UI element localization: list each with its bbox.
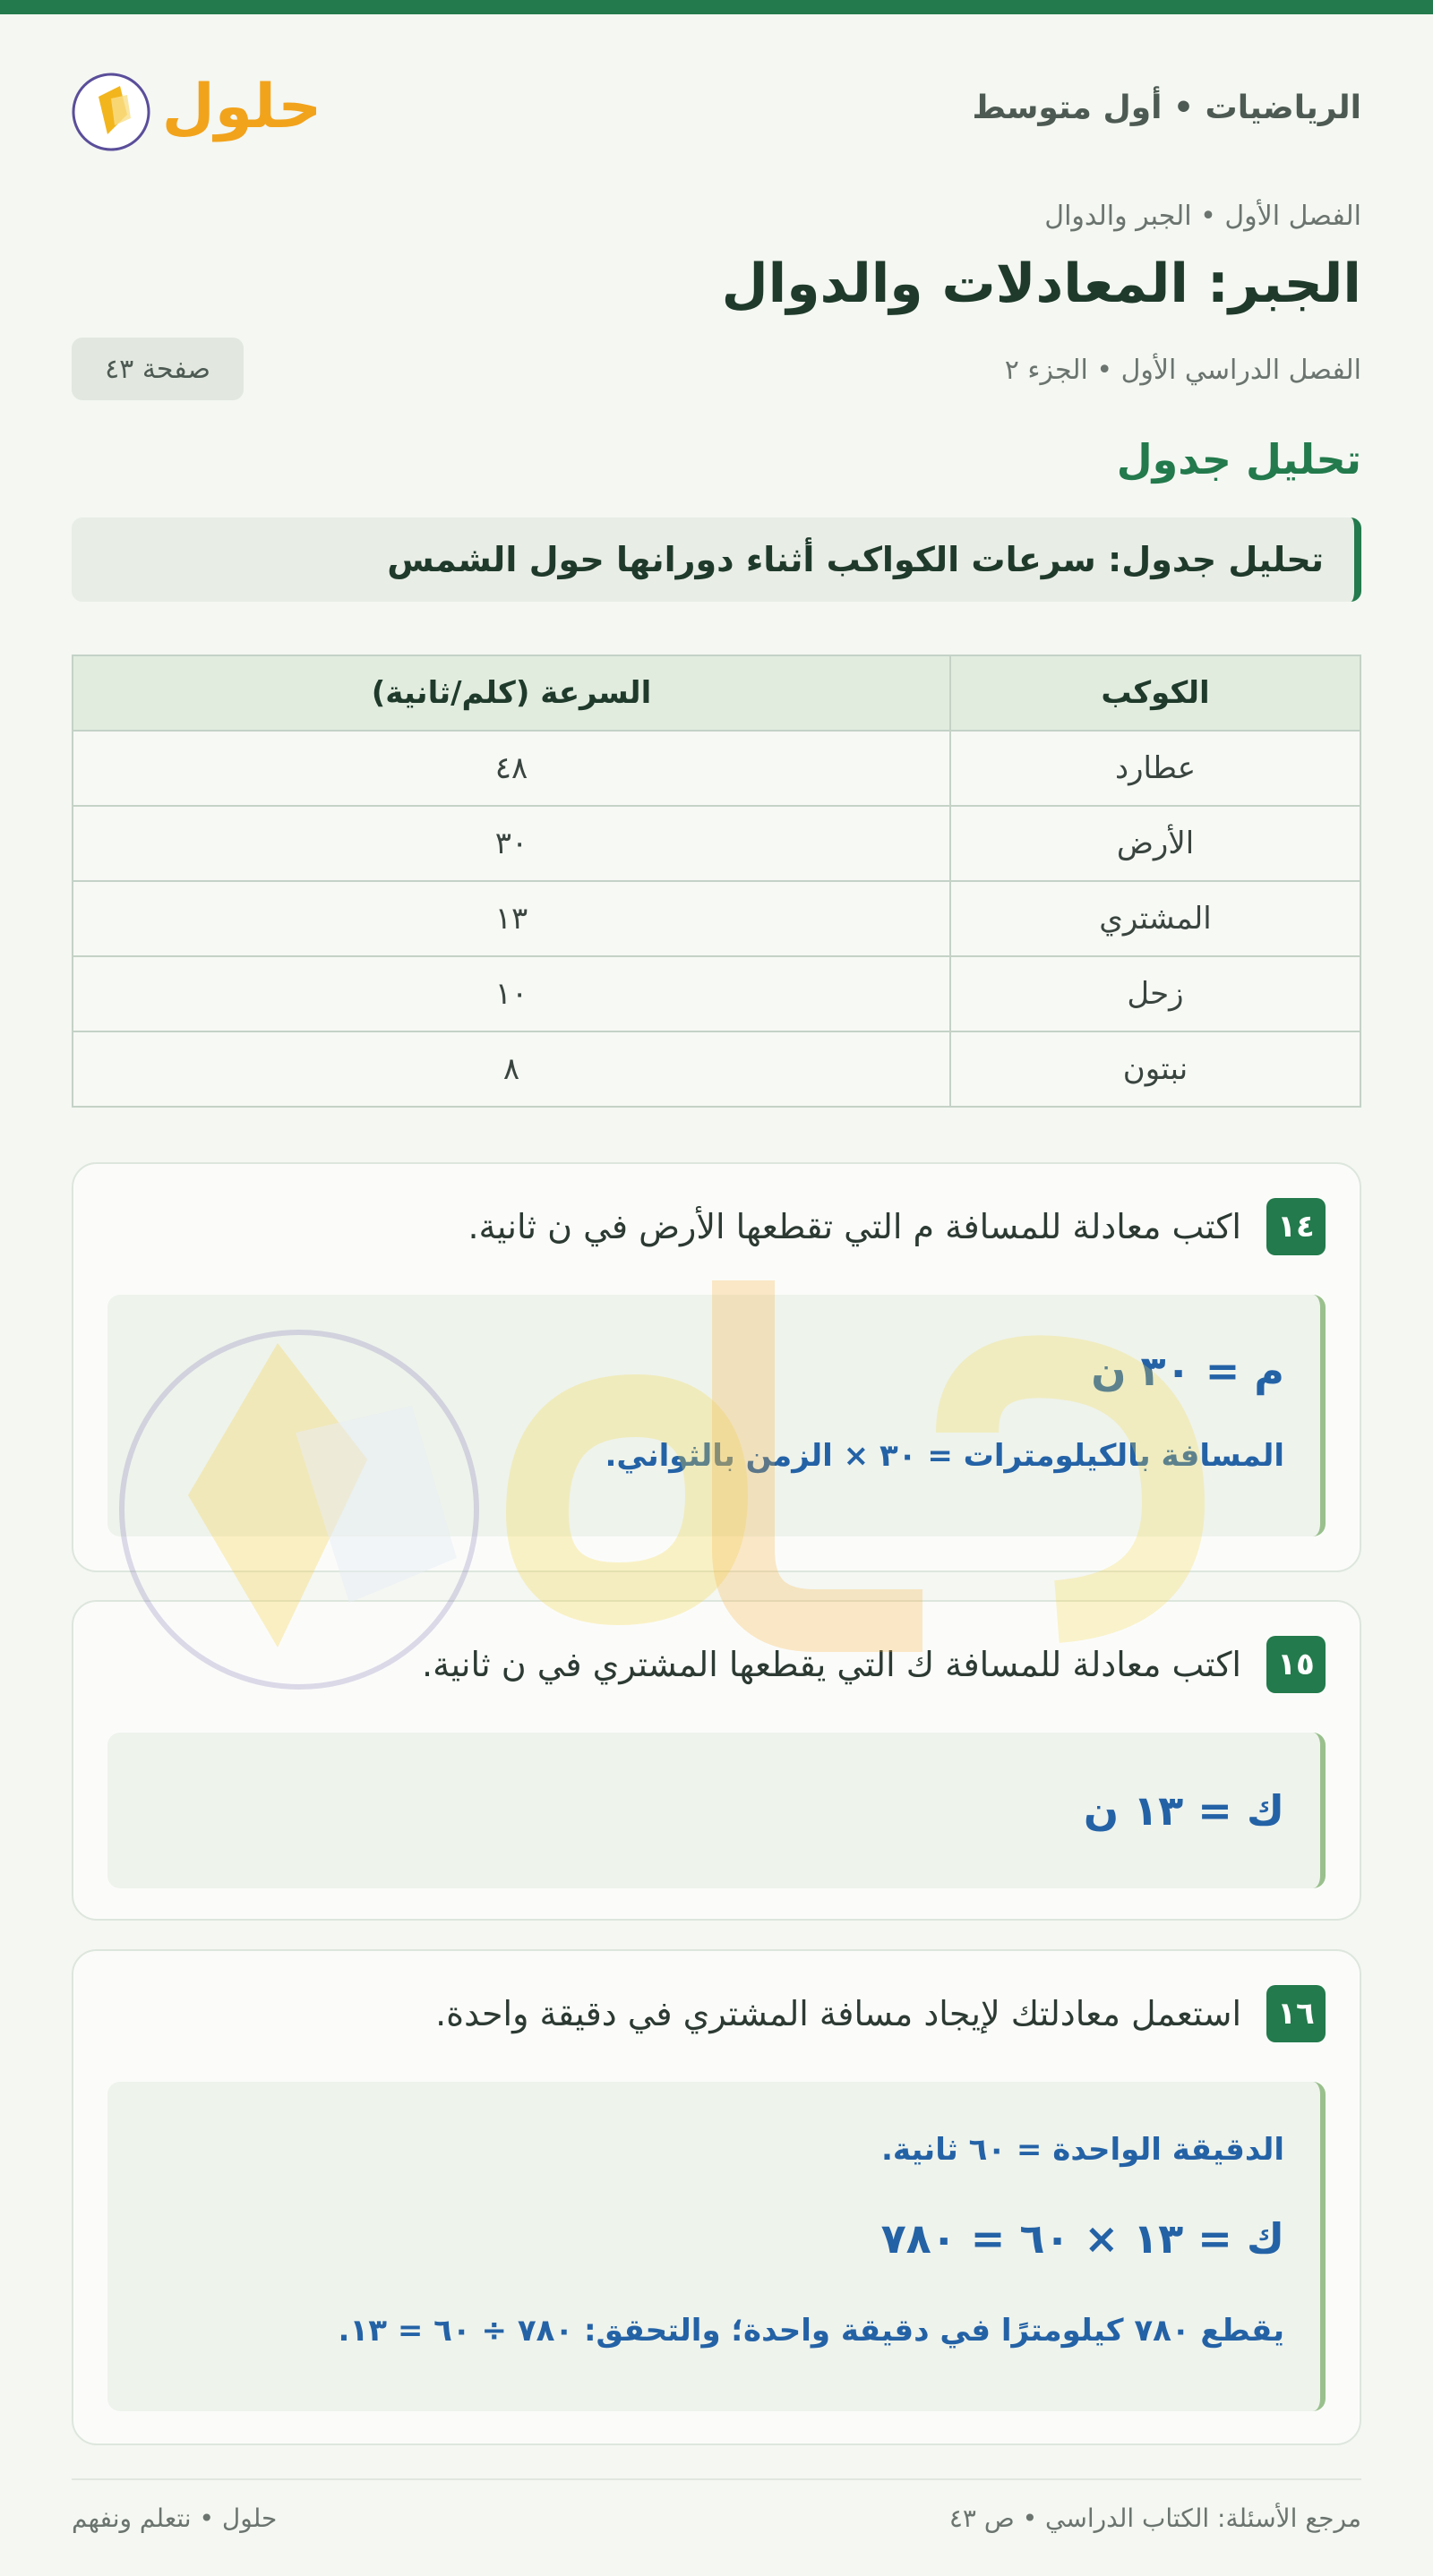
table-row [73, 731, 1360, 806]
footer-tagline: حلول • نتعلم ونفهم [72, 2503, 278, 2533]
cell-speed: ١٠ [73, 956, 950, 1031]
answer-equation: م = ٣٠ ن [1091, 1347, 1284, 1395]
answer-box [107, 1295, 1326, 1536]
question-row [422, 1636, 1326, 1693]
cell-speed: ٣٠ [73, 806, 950, 881]
table-title: تحليل جدول: سرعات الكواكب أثناء دورانها حول الشمس [387, 540, 1324, 579]
semester-label: الفصل الدراسي الأول • الجزء ٢ [1004, 355, 1361, 386]
table-row [73, 956, 1360, 1031]
top-accent-bar [0, 0, 1433, 14]
table-title-box [72, 518, 1361, 602]
cell-speed: ١٣ [73, 881, 950, 956]
question-row [468, 1198, 1326, 1255]
logo-wordmark: حلول [161, 72, 322, 142]
answer-given: الدقيقة الواحدة = ٦٠ ثانية. [881, 2132, 1284, 2168]
table-header-row [73, 655, 1360, 731]
footer-divider [72, 2478, 1361, 2480]
answer-explanation: المسافة بالكيلومترات = ٣٠ × الزمن بالثواني. [605, 1438, 1284, 1474]
question-text: اكتب معادلة للمسافة ك التي يقطعها المشتري في ن ثانية. [422, 1645, 1241, 1684]
answer-box [107, 1733, 1326, 1888]
answer-conclusion: يقطع ٧٨٠ كيلومترًا في دقيقة واحدة؛ والتحقق: ٧٨٠ ÷ ٦٠ = ١٣. [338, 2313, 1284, 2349]
footer-reference: مرجع الأسئلة: الكتاب الدراسي • ص ٤٣ [948, 2503, 1361, 2533]
header-planet: الكوكب [950, 655, 1360, 731]
cell-planet: الأرض [950, 806, 1360, 881]
question-number-badge: ١٤ [1266, 1198, 1326, 1255]
question-card-15 [72, 1600, 1361, 1921]
table-row [73, 1031, 1360, 1107]
header-speed: السرعة (كلم/ثانية) [73, 655, 950, 731]
question-number-badge: ١٦ [1266, 1985, 1326, 2042]
section-heading: تحليل جدول [1116, 435, 1361, 484]
table-row [73, 881, 1360, 956]
chapter-breadcrumb: الفصل الأول • الجبر والدوال [1044, 201, 1361, 232]
cell-speed: ٤٨ [73, 731, 950, 806]
table-row [73, 806, 1360, 881]
question-row [435, 1985, 1326, 2042]
answer-box [107, 2082, 1326, 2411]
planet-speed-table [72, 655, 1361, 1108]
cell-planet: عطارد [950, 731, 1360, 806]
cell-planet: نبتون [950, 1031, 1360, 1107]
page-number-badge: صفحة ٤٣ [72, 338, 244, 400]
question-text: استعمل معادلتك لإيجاد مسافة المشتري في دقيقة واحدة. [435, 1994, 1241, 2033]
cell-speed: ٨ [73, 1031, 950, 1107]
subject-label: الرياضيات • أول متوسط [972, 90, 1361, 126]
question-card-14 [72, 1162, 1361, 1572]
answer-equation: ك = ١٣ ن [1083, 1786, 1284, 1835]
answer-equation: ك = ١٣ × ٦٠ = ٧٨٠ [880, 2214, 1284, 2263]
cell-planet: زحل [950, 956, 1360, 1031]
hulul-logo[interactable] [72, 63, 331, 161]
question-text: اكتب معادلة للمسافة م التي تقطعها الأرض في ن ثانية. [468, 1207, 1241, 1246]
question-number-badge: ١٥ [1266, 1636, 1326, 1693]
cell-planet: المشتري [950, 881, 1360, 956]
page-header [72, 63, 1361, 152]
question-card-16 [72, 1949, 1361, 2445]
page-title: الجبر: المعادلات والدوال [721, 252, 1361, 315]
